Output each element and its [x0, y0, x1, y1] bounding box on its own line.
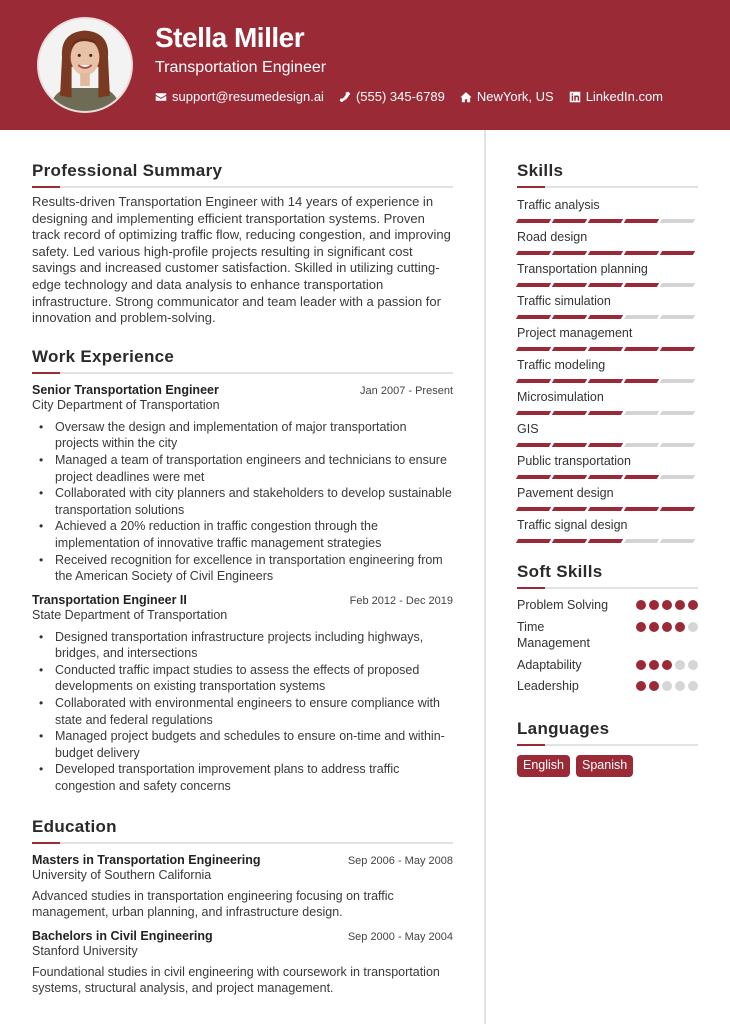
candidate-name: Stella Miller [155, 22, 305, 53]
school: University of Southern California [32, 867, 212, 882]
education-header [32, 853, 453, 867]
job-bullets [32, 419, 453, 585]
skill-label: Pavement design [517, 486, 614, 500]
skill-level-segment [660, 347, 695, 351]
job-role: Transportation Engineer II [32, 592, 187, 607]
skill-level-bar [517, 347, 698, 351]
skill-item [517, 485, 698, 511]
degree: Masters in Transportation Engineering [32, 852, 261, 867]
skill-level-segment [552, 507, 587, 511]
skill-level-segment [660, 443, 695, 447]
job-entry [32, 593, 453, 795]
education-date: Sep 2006 - May 2008 [347, 854, 453, 867]
bullet-item: • Designed transportation infrastructure projects including highways, bridges, and intersections [32, 629, 453, 662]
skills-section [517, 161, 698, 543]
candidate-title: Transportation Engineer [155, 59, 327, 76]
skill-level-segment [516, 475, 551, 479]
contact-linkedin-text: LinkedIn.com [585, 89, 664, 104]
rating-dot-icon [675, 681, 685, 691]
section-title: Work Experience [32, 346, 175, 366]
education-description: Foundational studies in civil engineering with coursework in transportation systems, structural analysis, and project management. [32, 964, 440, 996]
bullet-item: • Achieved a 20% reduction in traffic congestion through the implementation of innovative traffic management strategies [32, 518, 453, 551]
skill-level-segment [516, 379, 551, 383]
skill-level-segment [516, 539, 551, 543]
skill-level-segment [624, 379, 659, 383]
section-title: Languages [517, 718, 610, 738]
skill-level-segment [516, 251, 551, 255]
soft-skills-list [517, 597, 698, 695]
soft-skill-rating [636, 681, 698, 691]
rating-dot-icon [649, 681, 659, 691]
resume-header [0, 0, 730, 130]
bullet-item: • Developed transportation improvement plans to address traffic congestion and safety concerns [32, 761, 453, 794]
rating-dot-icon [688, 660, 698, 670]
summary-text: Results-driven Transportation Engineer with 14 years of experience in designing and implementing efficient transportation systems. Proven track record of optimizing traffic flow, reducing congestion, and improving safety. Led various high-profile projects resulting in significant cost savings and increased customer satisfaction. Skilled in utilizing cutting-edge technology and data analysis to enhance transportation infrastructure. Strong communicator and team leader with a passion for innovation and problem-solving. [32, 194, 451, 326]
job-date: Jan 2007 - Present [360, 384, 453, 397]
skill-level-segment [588, 379, 623, 383]
skill-label: Traffic simulation [517, 294, 611, 308]
skill-label: Public transportation [517, 454, 631, 468]
skill-level-segment [660, 411, 695, 415]
language-tag: English [517, 755, 570, 777]
bullet-item: • Oversaw the design and implementation of major transportation projects within the city [32, 419, 453, 452]
skill-level-segment [552, 283, 587, 287]
skills-list [517, 197, 698, 543]
profile-photo-icon [39, 19, 131, 111]
soft-skill-label: Problem Solving [517, 598, 609, 612]
skill-level-segment [624, 347, 659, 351]
school: Stanford University [32, 943, 138, 958]
section-rule [32, 186, 453, 188]
language-tag: Spanish [576, 755, 633, 777]
skill-level-segment [624, 219, 659, 223]
summary-section [32, 161, 453, 327]
education-entry [32, 853, 453, 921]
soft-skill-label: Time Management [517, 619, 590, 650]
skill-item [517, 453, 698, 479]
section-rule [32, 372, 453, 374]
skill-item [517, 421, 698, 447]
skill-level-bar [517, 475, 698, 479]
contact-phone[interactable] [339, 89, 445, 104]
skill-item [517, 517, 698, 543]
contact-phone-text: (555) 345-6789 [355, 89, 445, 104]
skill-item [517, 293, 698, 319]
rating-dot-icon [649, 660, 659, 670]
skill-level-segment [588, 475, 623, 479]
skill-level-segment [660, 315, 695, 319]
rating-dot-icon [636, 660, 646, 670]
skill-label: Traffic signal design [517, 518, 628, 532]
skill-level-segment [588, 443, 623, 447]
skill-level-segment [588, 507, 623, 511]
skill-level-segment [660, 379, 695, 383]
skill-level-segment [588, 283, 623, 287]
skill-level-bar [517, 283, 698, 287]
skill-item [517, 261, 698, 287]
section-rule [517, 744, 698, 746]
education-section [32, 817, 453, 997]
job-role: Senior Transportation Engineer [32, 382, 219, 397]
skill-level-bar [517, 443, 698, 447]
bullet-item: • Conducted traffic impact studies to assess the effects of proposed developments on existing transportation systems [32, 662, 453, 695]
skill-level-segment [588, 347, 623, 351]
skill-level-segment [552, 219, 587, 223]
rating-dot-icon [636, 600, 646, 610]
envelope-icon [155, 91, 167, 103]
job-entry [32, 383, 453, 585]
skill-level-segment [552, 539, 587, 543]
job-header [32, 383, 453, 397]
skill-level-segment [516, 347, 551, 351]
skill-label: Transportation planning [517, 262, 648, 276]
skill-label: Traffic modeling [517, 358, 606, 372]
job-date: Feb 2012 - Dec 2019 [349, 594, 453, 607]
skill-level-bar [517, 411, 698, 415]
skill-level-segment [516, 219, 551, 223]
skill-level-segment [660, 251, 695, 255]
rating-dot-icon [675, 600, 685, 610]
education-description: Advanced studies in transportation engineering focusing on traffic management, urban planning, and infrastructure design. [32, 888, 394, 920]
skill-level-segment [552, 443, 587, 447]
skill-level-segment [624, 539, 659, 543]
rating-dot-icon [662, 600, 672, 610]
rating-dot-icon [649, 600, 659, 610]
skill-level-segment [516, 443, 551, 447]
section-title: Skills [517, 161, 564, 180]
section-rule [517, 186, 698, 188]
education-entry [32, 929, 453, 997]
job-bullets [32, 629, 453, 795]
contact-linkedin[interactable] [569, 89, 663, 104]
skill-level-segment [624, 283, 659, 287]
skill-level-segment [660, 539, 695, 543]
skill-level-bar [517, 219, 698, 223]
skill-level-segment [516, 411, 551, 415]
rating-dot-icon [688, 622, 698, 632]
skill-item [517, 357, 698, 383]
skill-level-segment [660, 507, 695, 511]
skill-level-segment [660, 283, 695, 287]
avatar [37, 17, 133, 113]
skill-level-segment [552, 411, 587, 415]
skill-level-segment [552, 315, 587, 319]
skill-level-segment [588, 539, 623, 543]
skill-level-segment [516, 283, 551, 287]
skill-item [517, 197, 698, 223]
skill-item [517, 229, 698, 255]
rating-dot-icon [636, 622, 646, 632]
skill-level-segment [624, 443, 659, 447]
skill-level-segment [660, 219, 695, 223]
skill-level-segment [552, 347, 587, 351]
contact-list [155, 89, 663, 104]
skill-level-segment [660, 475, 695, 479]
languages-section [517, 719, 698, 777]
skill-level-segment [552, 475, 587, 479]
column-divider [484, 130, 486, 1024]
section-title: Soft Skills [517, 562, 603, 581]
skill-level-bar [517, 251, 698, 255]
contact-location [460, 89, 554, 104]
home-icon [460, 91, 472, 103]
skill-label: Project management [517, 326, 633, 340]
education-header [32, 929, 453, 943]
rating-dot-icon [688, 600, 698, 610]
job-organization: State Department of Transportation [32, 607, 228, 622]
skill-label: Microsimulation [517, 390, 604, 404]
rating-dot-icon [662, 660, 672, 670]
linkedin-icon [569, 91, 581, 103]
rating-dot-icon [675, 660, 685, 670]
rating-dot-icon [675, 622, 685, 632]
soft-skill-item [517, 619, 698, 652]
soft-skill-item [517, 657, 698, 674]
rating-dot-icon [688, 681, 698, 691]
skill-item [517, 389, 698, 415]
contact-email[interactable] [155, 89, 324, 104]
soft-skill-rating [636, 660, 698, 670]
skill-level-segment [624, 475, 659, 479]
experience-section [32, 347, 453, 795]
rating-dot-icon [662, 681, 672, 691]
bullet-item: • Collaborated with city planners and stakeholders to develop sustainable transportation solutions [32, 485, 453, 518]
soft-skill-label: Leadership [517, 679, 579, 693]
soft-skill-item [517, 597, 698, 614]
bullet-item: • Managed a team of transportation engineers and technicians to ensure project deadlines were met [32, 452, 453, 485]
skill-level-segment [588, 251, 623, 255]
skill-level-bar [517, 539, 698, 543]
skill-level-segment [624, 411, 659, 415]
skill-item [517, 325, 698, 351]
skill-level-segment [624, 251, 659, 255]
skill-level-segment [624, 507, 659, 511]
languages-list [517, 755, 698, 777]
bullet-item: • Received recognition for excellence in transportation engineering from the American Society of Civil Engineers [32, 552, 453, 585]
rating-dot-icon [649, 622, 659, 632]
skill-level-bar [517, 315, 698, 319]
soft-skill-label: Adaptability [517, 657, 582, 672]
skill-level-segment [516, 315, 551, 319]
skill-label: Road design [517, 230, 588, 244]
degree: Bachelors in Civil Engineering [32, 928, 213, 943]
phone-icon [339, 91, 351, 103]
skill-label: GIS [517, 422, 539, 436]
skill-level-segment [516, 507, 551, 511]
section-rule [517, 587, 698, 589]
education-date: Sep 2000 - May 2004 [347, 930, 453, 943]
skill-level-bar [517, 507, 698, 511]
bullet-item: • Collaborated with environmental engineers to ensure compliance with state and federal regulations [32, 695, 453, 728]
skill-level-segment [624, 315, 659, 319]
skill-label: Traffic analysis [517, 198, 600, 212]
job-header [32, 593, 453, 607]
skill-level-bar [517, 379, 698, 383]
section-rule [32, 842, 453, 844]
rating-dot-icon [662, 622, 672, 632]
sidebar-column [517, 130, 698, 777]
contact-location-text: NewYork, US [476, 89, 554, 104]
skill-level-segment [552, 251, 587, 255]
skill-level-segment [588, 219, 623, 223]
skill-level-segment [588, 411, 623, 415]
rating-dot-icon [636, 681, 646, 691]
bullet-item: • Managed project budgets and schedules to ensure on-time and within-budget delivery [32, 728, 453, 761]
soft-skills-section [517, 562, 698, 695]
main-column [32, 130, 453, 997]
soft-skill-rating [636, 600, 698, 610]
contact-email-text: support@resumedesign.ai [172, 89, 324, 104]
job-organization: City Department of Transportation [32, 397, 220, 412]
section-title: Education [32, 816, 117, 836]
section-title: Professional Summary [32, 161, 223, 180]
skill-level-segment [588, 315, 623, 319]
skill-level-segment [552, 379, 587, 383]
soft-skill-item [517, 678, 698, 695]
soft-skill-rating [636, 622, 698, 632]
